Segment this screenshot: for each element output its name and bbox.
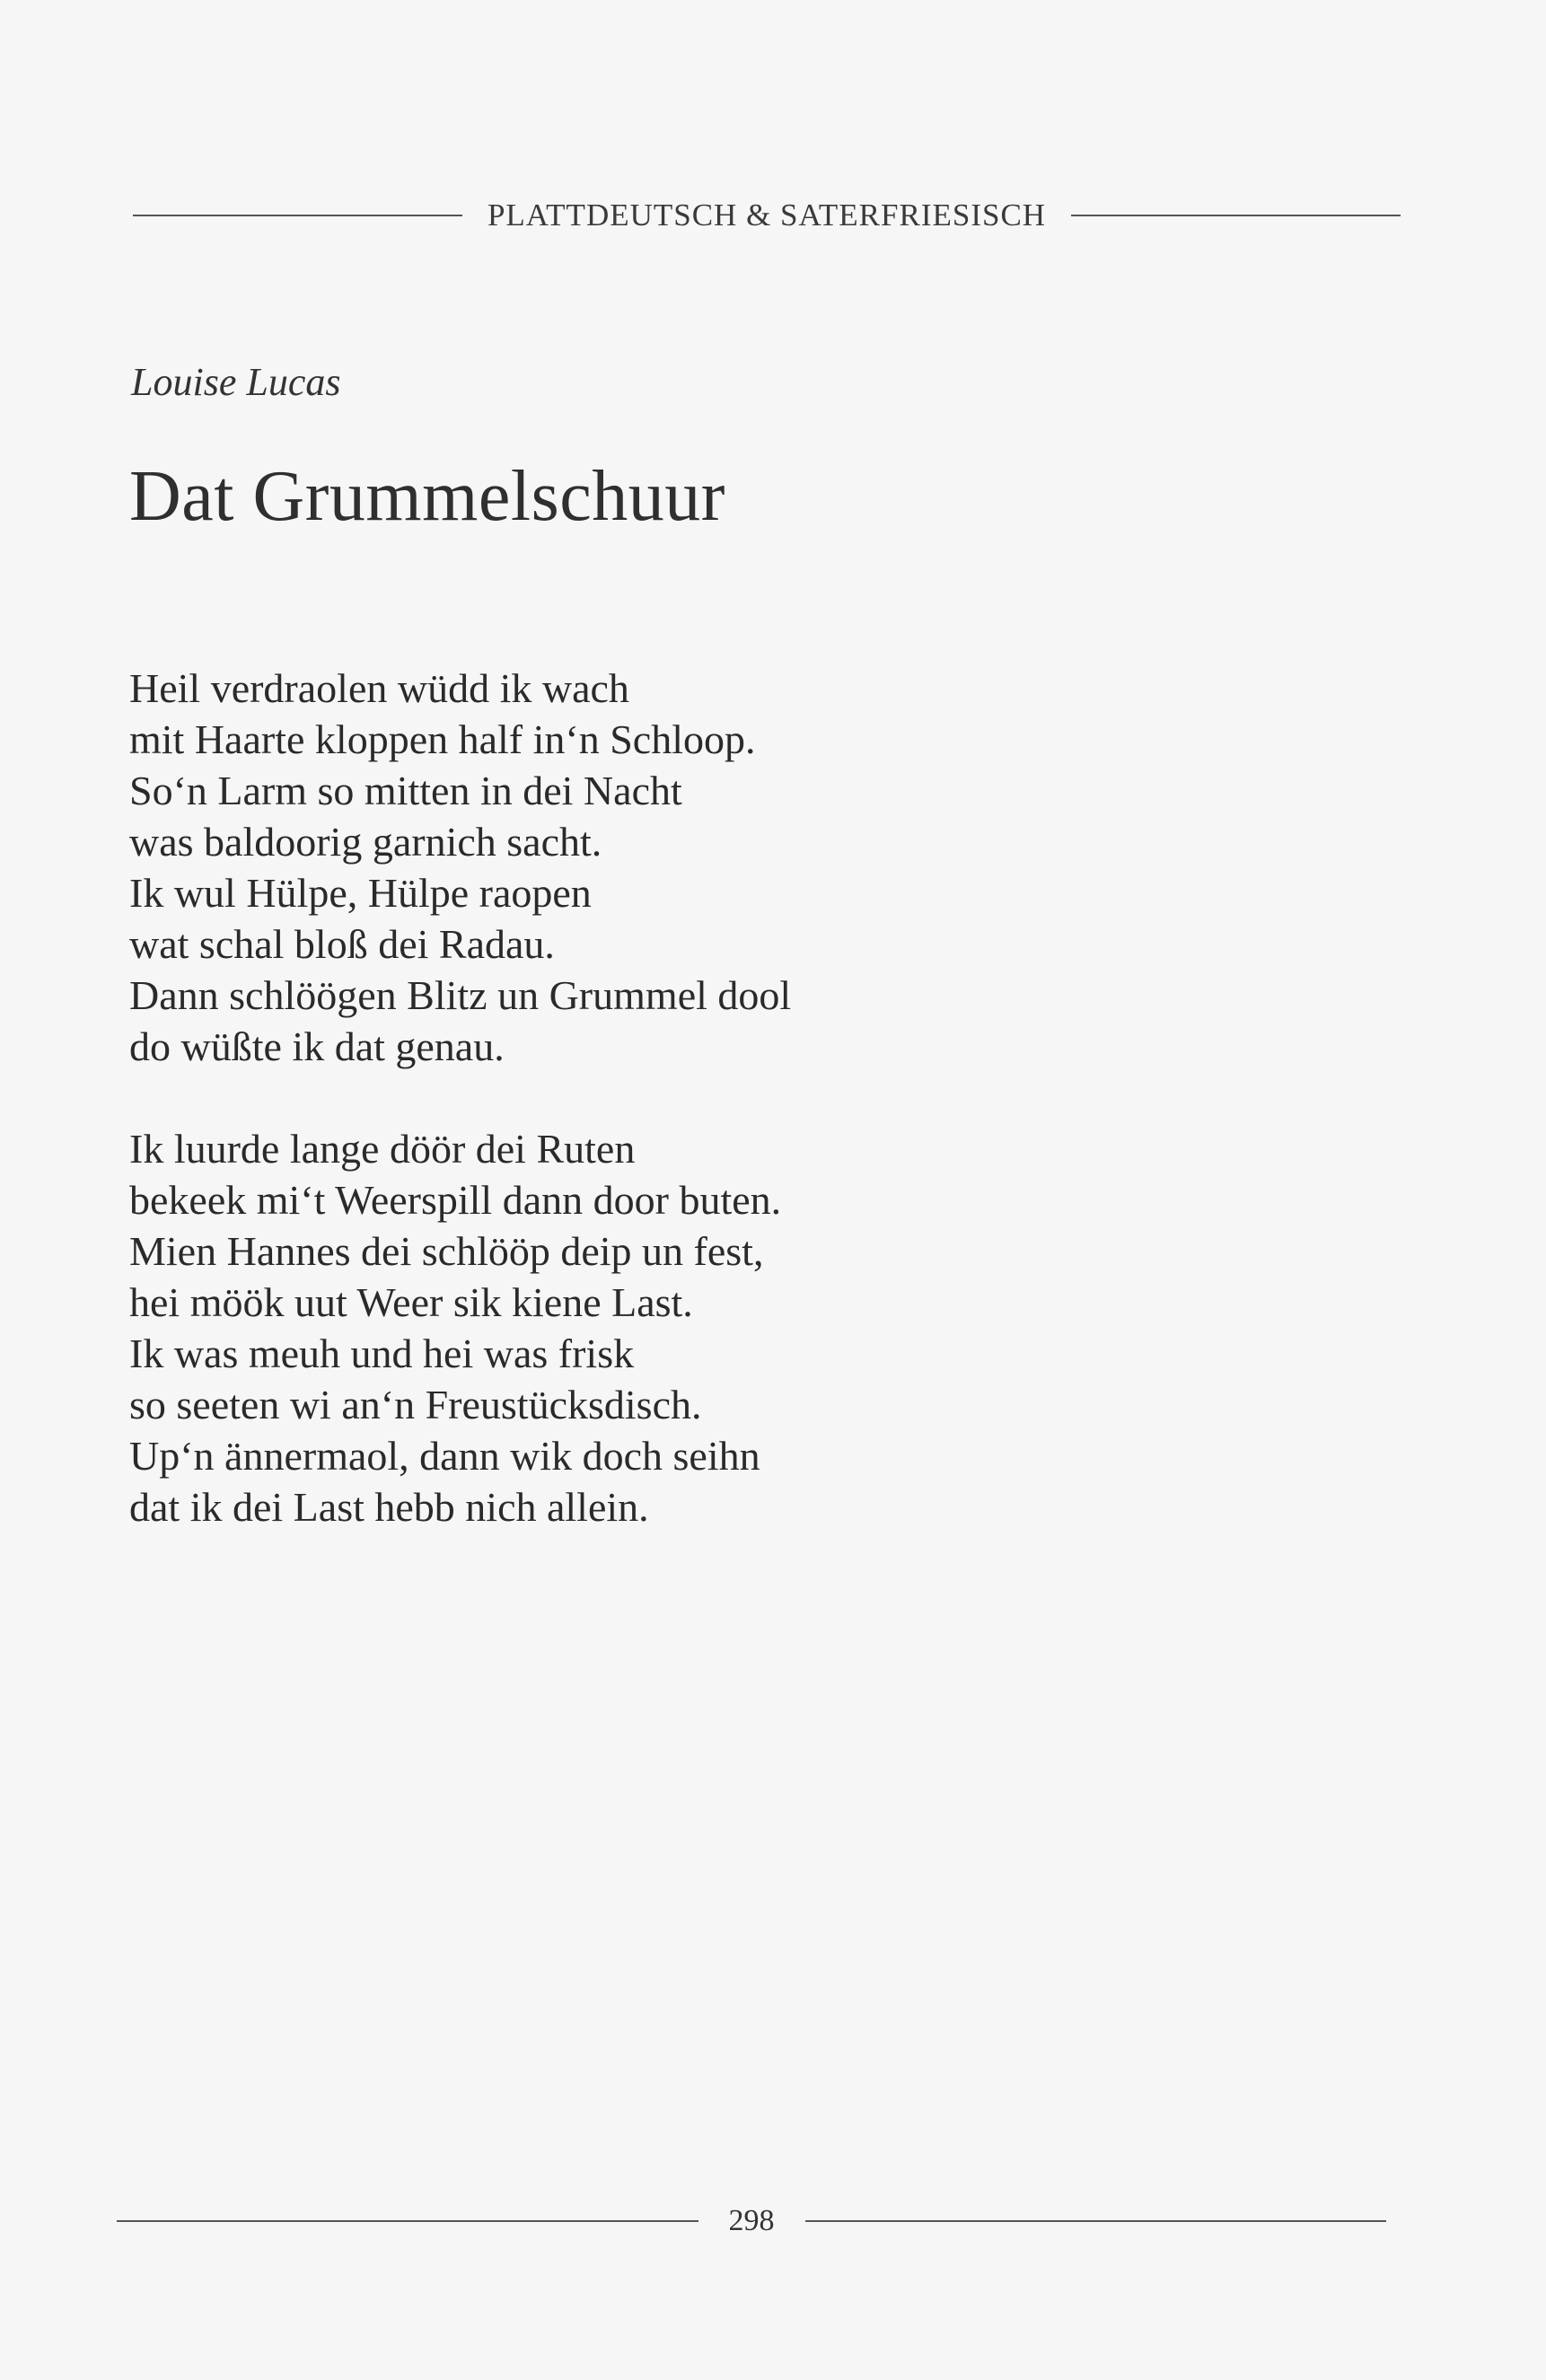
- footer-rule-right: [805, 2220, 1387, 2222]
- poem-line: Mien Hannes dei schlööp deip un fest,: [129, 1228, 764, 1274]
- running-footer: [117, 2201, 1386, 2241]
- poem-line: mit Haarte kloppen half in‘n Schloop.: [129, 716, 756, 762]
- poem-body: [129, 663, 1117, 1584]
- header-rule-right: [1071, 215, 1401, 216]
- poem-line: dat ik dei Last hebb nich allein.: [129, 1484, 649, 1530]
- poem-line: Dann schlöögen Blitz un Grummel dool: [129, 972, 792, 1018]
- poem-line: hei möök uut Weer sik kiene Last.: [129, 1279, 693, 1325]
- poem-line: Ik wul Hülpe, Hülpe raopen: [129, 870, 592, 916]
- stanza-1: [129, 663, 1117, 1072]
- footer-rule-left: [117, 2220, 698, 2222]
- poem-line: bekeek mi‘t Weerspill dann door buten.: [129, 1177, 782, 1223]
- poem-line: so seeten wi an‘n Freustücksdisch.: [129, 1382, 702, 1427]
- page-number: 298: [728, 2204, 775, 2237]
- poem-line: So‘n Larm so mitten in dei Nacht: [129, 768, 682, 813]
- poem-line: Ik was meuh und hei was frisk: [129, 1331, 635, 1376]
- poem-line: Up‘n ännermaol, dann wik doch seihn: [129, 1433, 760, 1479]
- poem-line: Heil verdraolen wüdd ik wach: [129, 665, 629, 711]
- poem-title: Dat Grummelschuur: [129, 457, 725, 536]
- stanza-2: [129, 1123, 1117, 1533]
- poem-line: was baldoorig garnich sacht.: [129, 819, 602, 865]
- header-rule-left: [133, 215, 462, 216]
- author-name: Louise Lucas: [131, 360, 341, 404]
- poem-line: Ik luurde lange döör dei Ruten: [129, 1126, 636, 1172]
- running-header: [133, 196, 1401, 235]
- poem-line: wat schal bloß dei Radau.: [129, 921, 555, 967]
- poem-line: do wüßte ik dat genau.: [129, 1023, 505, 1069]
- section-title: PLATTDEUTSCH & SATERFRIESISCH: [487, 198, 1047, 233]
